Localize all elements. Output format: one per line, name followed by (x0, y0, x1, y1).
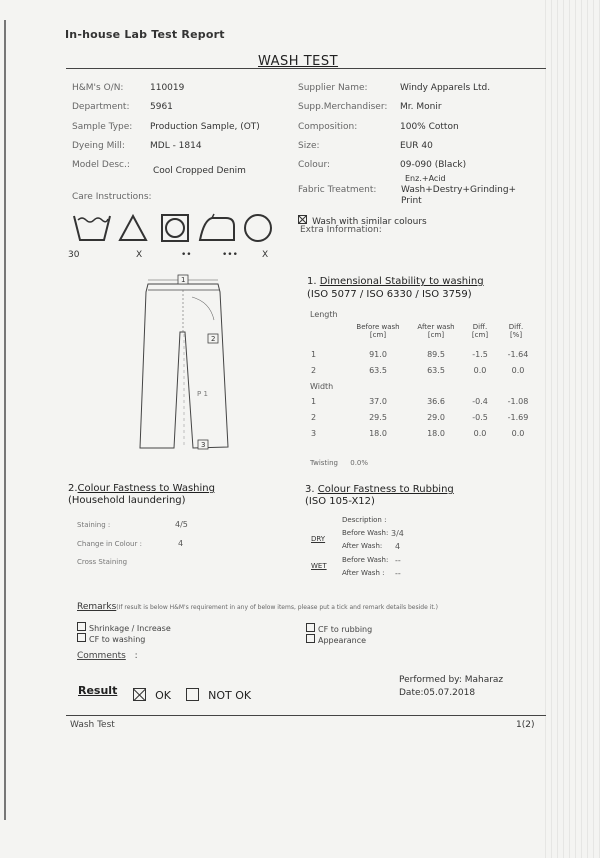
result-notok-checkbox[interactable] (186, 688, 199, 701)
dim-diffp-value: 0.0 (511, 366, 525, 375)
cf-rub-value: -- (395, 569, 401, 578)
remark-item (77, 627, 145, 646)
dim-standard: (ISO 5077 / ISO 6330 / ISO 3759) (307, 289, 472, 300)
remark-item-label: Appearance (318, 636, 367, 645)
dim-diff-value: 0.0 (473, 366, 487, 375)
dim-diff-value: -0.5 (472, 413, 488, 422)
comments-colon: : (134, 651, 138, 661)
dim-header-after-text: After wash (417, 323, 455, 331)
info-label: Composition: (298, 122, 358, 132)
info-label: Colour: (298, 160, 331, 170)
dim-diffp-value: 0.0 (511, 429, 525, 438)
fabric-treatment-label: Fabric Treatment: (298, 185, 377, 195)
wash-similar-checkbox[interactable] (298, 215, 307, 224)
dim-after-value: 36.6 (427, 397, 445, 406)
care-caption: X (136, 250, 143, 260)
cf-wash-value: 4 (178, 539, 184, 548)
remarks-note: (If result is below H&M's requirement in any of below items, please put a tick and remark details beside it.) (116, 604, 438, 611)
dim-width-label: Width (310, 382, 334, 391)
dim-after-value: 18.0 (427, 429, 445, 438)
remark-item-label: Shrinkage / Increase (89, 624, 171, 633)
diagram-marker-3: 3 (201, 441, 206, 449)
fabric-treatment-line3: Print (401, 196, 422, 206)
dim-diff-value: -1.5 (472, 350, 488, 359)
performed-by: Performed by: Maharaz (399, 675, 504, 685)
dim-before-value: 29.5 (369, 413, 387, 422)
cf-wash-label: Staining : (77, 521, 111, 529)
remark-item-label: CF to rubbing (318, 625, 373, 634)
dim-header-diffp-text: Diff. (508, 323, 524, 331)
cf-rub-value: 3/4 (391, 529, 404, 538)
info-value: 100% Cotton (400, 122, 459, 132)
bleach-triangle-icon (120, 216, 146, 240)
remarks-row (77, 594, 438, 613)
iron-icon (200, 214, 234, 240)
dim-after-value: 63.5 (427, 366, 445, 375)
cf-wash-label: Cross Staining (77, 558, 128, 566)
cf-wash-title-number: 2. (68, 483, 78, 494)
info-value: 110019 (150, 83, 185, 93)
info-label: H&M's O/N: (72, 83, 124, 93)
remark-item-label: CF to washing (89, 635, 146, 644)
info-value: Production Sample, (OT) (150, 122, 260, 132)
cf-rub-subtitle: (ISO 105-X12) (305, 496, 375, 507)
dim-header-after-unit: [cm] (427, 331, 445, 339)
diagram-p1-label: P 1 (197, 390, 208, 398)
care-caption: ••• (222, 250, 238, 260)
dim-diffp-value: -1.69 (507, 413, 529, 422)
dry-clean-circle-icon (245, 215, 271, 241)
cf-rub-dry-label: DRY (311, 535, 326, 543)
report-title: In-house Lab Test Report (65, 28, 225, 41)
cf-wash-label: Change in Colour : (77, 540, 142, 548)
dim-header-before-text: Before wash (356, 323, 400, 331)
info-value: 5961 (150, 102, 173, 112)
result-ok-checkbox[interactable] (133, 688, 146, 701)
info-label: Dyeing Mill: (72, 141, 125, 151)
info-value: EUR 40 (400, 141, 433, 151)
dim-length-label: Length (310, 310, 338, 319)
info-value: 09-090 (Black) (400, 160, 467, 170)
info-value: Cool Cropped Denim (153, 166, 246, 176)
dim-header-before (352, 323, 404, 339)
care-instructions-label: Care Instructions: (72, 192, 152, 202)
test-title: WASH TEST (258, 54, 339, 69)
dim-title-text: Dimensional Stability to washing (319, 276, 484, 287)
wash-tub-icon (74, 216, 110, 240)
footer-rule (66, 715, 546, 716)
dim-diff-value: 0.0 (473, 429, 487, 438)
result-ok-option (133, 684, 171, 703)
care-caption: 30 (68, 250, 80, 260)
info-label: Sample Type: (72, 122, 133, 132)
dim-diffp-value: -1.08 (507, 397, 529, 406)
dim-row-number: 2 (311, 413, 317, 422)
cf-rub-wet-label: WET (311, 562, 327, 570)
cf-rub-title-text: Colour Fastness to Rubbing (317, 484, 454, 495)
comments-row (77, 651, 138, 661)
dim-row-number: 3 (311, 429, 317, 438)
fabric-treatment-line1: Enz.+Acid (405, 174, 446, 183)
cf-rub-label: Before Wash: (342, 556, 389, 564)
dim-row-number: 1 (311, 397, 317, 406)
info-label: Supplier Name: (298, 83, 368, 93)
dim-row-number: 1 (311, 350, 317, 359)
dim-after-value: 89.5 (427, 350, 445, 359)
report-date: Date:05.07.2018 (399, 688, 476, 698)
care-caption: •• (181, 250, 192, 260)
tumble-dry-icon (162, 215, 188, 241)
care-caption: X (262, 250, 269, 260)
cf-rub-value: 4 (395, 542, 401, 551)
cf-wash-title (68, 483, 215, 494)
dim-header-diffp (502, 323, 530, 339)
footer-page: 1(2) (516, 720, 535, 730)
dim-after-value: 29.0 (427, 413, 445, 422)
scan-edge-noise (545, 0, 600, 858)
dim-row-number: 2 (311, 366, 317, 375)
info-label: Size: (298, 141, 320, 151)
twisting-row (310, 459, 368, 467)
dim-title (307, 276, 484, 287)
info-label: Department: (72, 102, 130, 112)
dim-diffp-value: -1.64 (507, 350, 529, 359)
info-label: Model Desc.: (72, 160, 130, 170)
care-symbols (72, 210, 278, 244)
result-notok-label: NOT OK (208, 689, 252, 702)
dim-title-number: 1. (307, 276, 317, 287)
info-value: MDL - 1814 (150, 141, 202, 151)
fabric-treatment-line2: Wash+Destry+Grinding+ (401, 185, 517, 195)
dim-before-value: 37.0 (369, 397, 387, 406)
pants-diagram (130, 272, 240, 468)
dim-diff-value: -0.4 (472, 397, 488, 406)
twisting-value: 0.0% (350, 459, 369, 467)
dim-header-after (410, 323, 462, 339)
remark-item (306, 628, 366, 647)
comments-label: Comments (77, 651, 126, 661)
result-notok-option (186, 684, 251, 703)
dim-header-diff-unit: [cm] (471, 331, 489, 339)
cf-rub-title-number: 3. (305, 484, 315, 495)
cf-rub-title (305, 484, 454, 495)
wash-similar-label: Wash with similar colours (312, 217, 427, 227)
dim-before-value: 63.5 (369, 366, 387, 375)
scan-edge-line (4, 20, 6, 820)
diagram-marker-2: 2 (211, 335, 216, 343)
result-ok-label: OK (155, 689, 171, 702)
footer-left: Wash Test (70, 720, 115, 730)
remarks-label: Remarks (77, 602, 117, 612)
cf-rub-label: After Wash : (342, 569, 385, 577)
cf-rub-label: Before Wash: (342, 529, 389, 537)
result-label: Result (78, 684, 118, 697)
dim-header-diffp-unit: [%] (509, 331, 523, 339)
twisting-label: Twisting (310, 459, 339, 467)
extra-info-label: Extra Information: (300, 225, 382, 235)
dim-before-value: 18.0 (369, 429, 387, 438)
cf-rub-label: After Wash: (342, 542, 383, 550)
cf-wash-title-text: Colour Fastness to Washing (77, 483, 215, 494)
dim-before-value: 91.0 (369, 350, 387, 359)
info-label: Supp.Merchandiser: (298, 102, 388, 112)
remark-checkbox[interactable] (77, 633, 86, 642)
remark-checkbox[interactable] (306, 634, 315, 643)
cf-wash-subtitle: (Household laundering) (68, 495, 186, 506)
cf-rub-value: -- (395, 556, 401, 565)
dim-header-diff (466, 323, 494, 339)
info-value: Windy Apparels Ltd. (400, 83, 491, 93)
cf-wash-value: 4/5 (175, 520, 188, 529)
diagram-marker-1: 1 (181, 276, 186, 284)
info-value: Mr. Monir (400, 102, 442, 112)
dim-header-diff-text: Diff. (472, 323, 488, 331)
dim-header-before-unit: [cm] (369, 331, 387, 339)
cf-rub-description-label: Description : (342, 516, 387, 524)
